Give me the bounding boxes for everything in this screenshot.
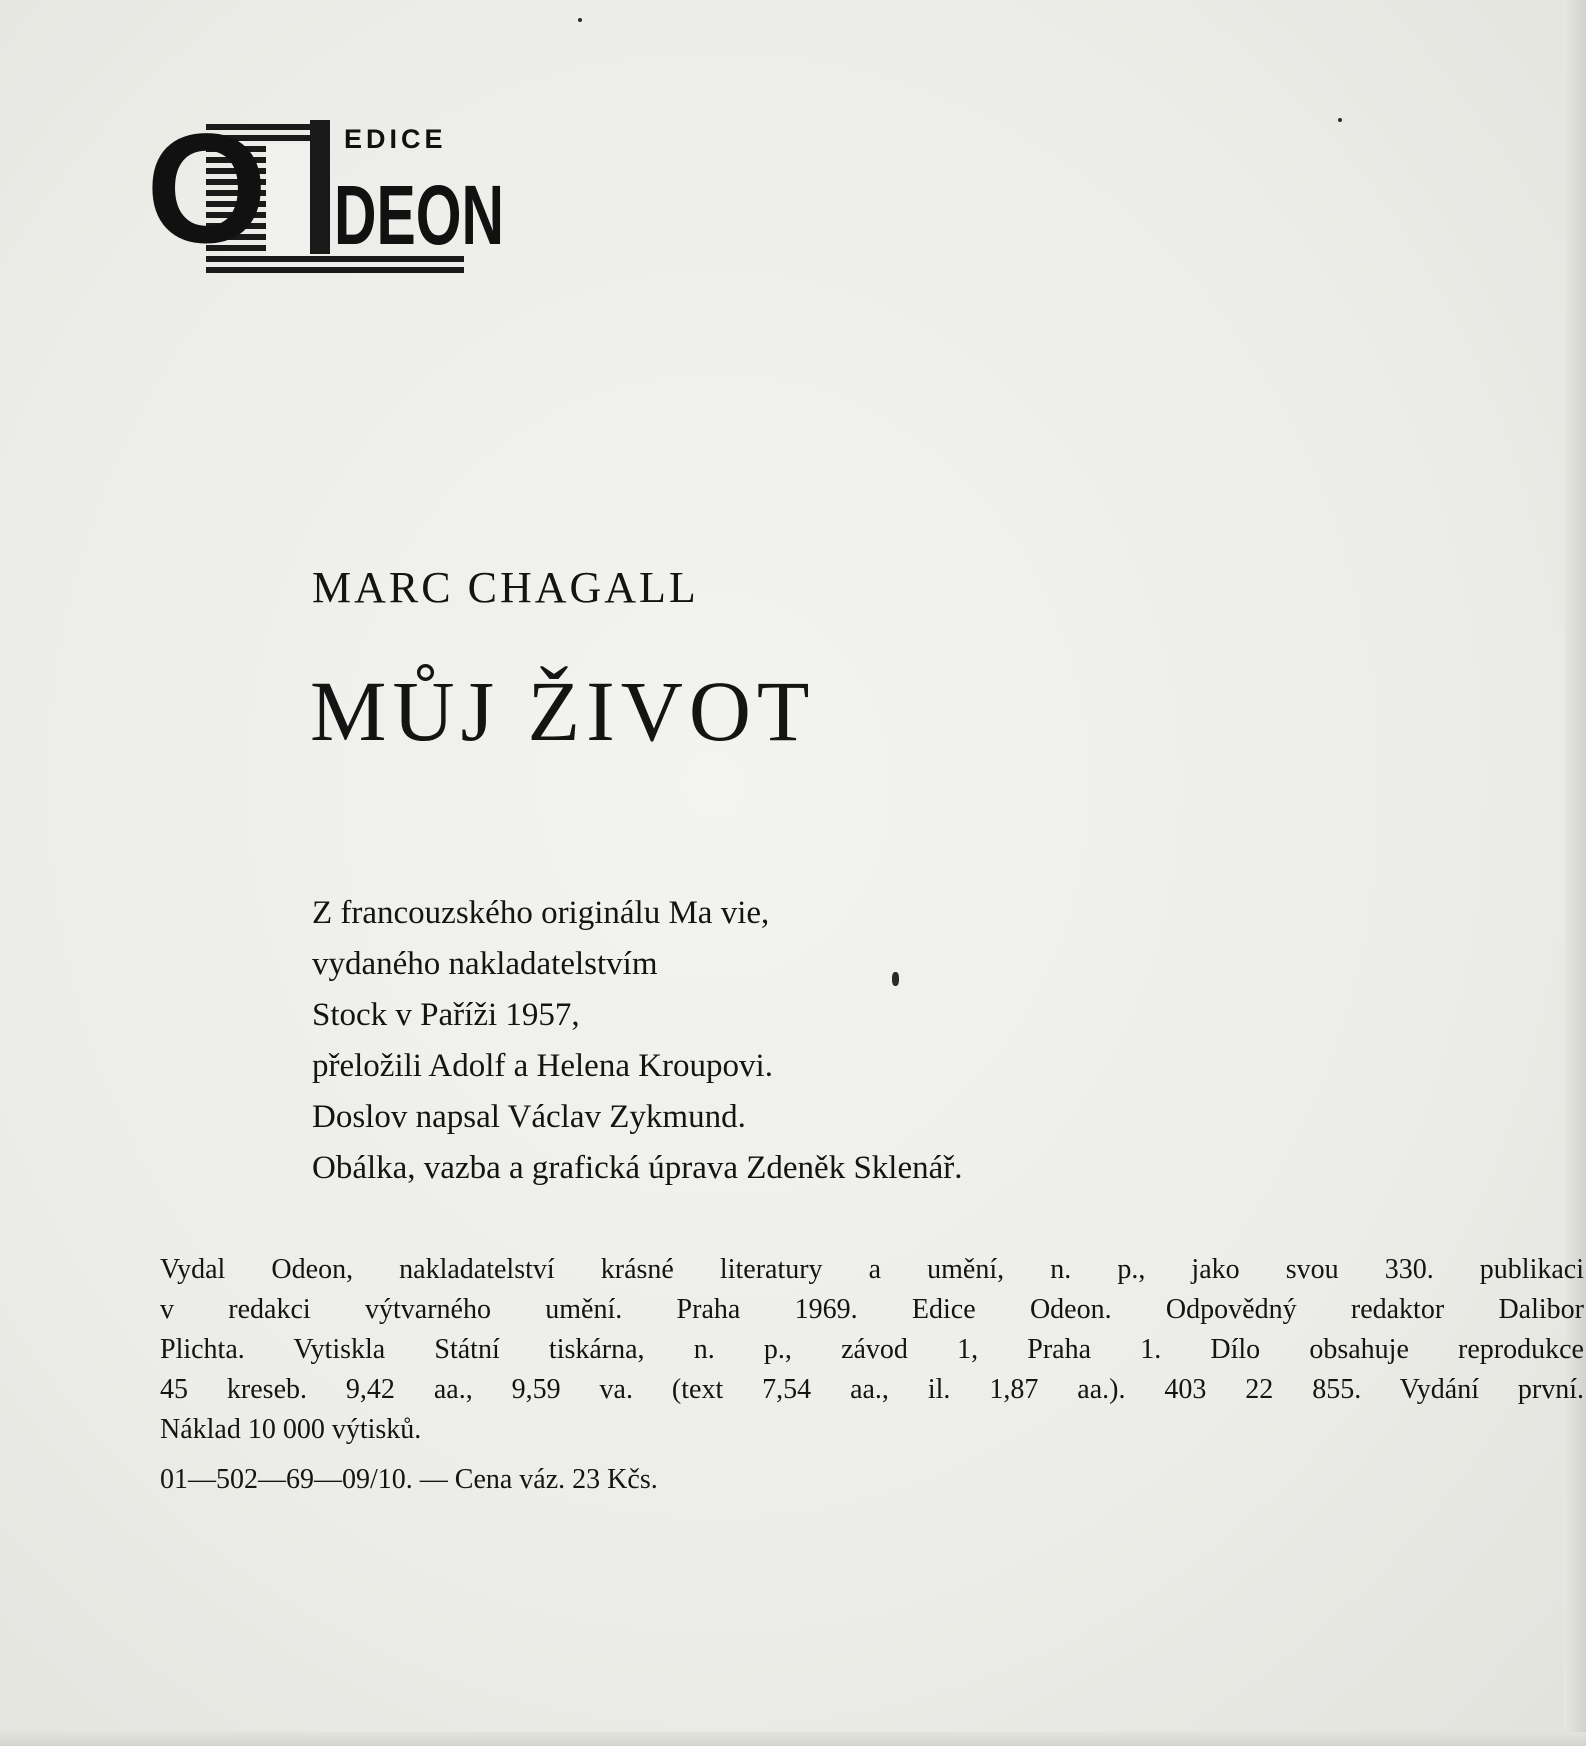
logo-frame: [310, 120, 330, 254]
book-title: MŮJ ŽIVOT: [310, 663, 816, 759]
credit-line: přeložili Adolf a Helena Kroupovi.: [312, 1048, 773, 1084]
logo-brand-name: DEON: [334, 168, 504, 262]
credit-line: Obálka, vazba a grafická úprava Zdeněk Sklenář.: [312, 1150, 963, 1186]
page-bottom-edge: [0, 1732, 1586, 1746]
translation-credits: [312, 888, 963, 1194]
imprint-line: Vydal Odeon, nakladatelství krásné literatury a umění, n. p., jako svou 330. publikaci: [160, 1254, 1584, 1285]
odeon-logo: [146, 102, 508, 280]
ink-speck: [578, 18, 582, 22]
ink-speck: [1338, 118, 1342, 122]
ink-speck: [892, 972, 899, 986]
logo-edice-label: EDICE: [344, 124, 447, 154]
credit-line: Z francouzského originálu Ma vie,: [312, 895, 770, 931]
author-name: MARC CHAGALL: [312, 563, 699, 612]
imprint-line: v redakci výtvarného umění. Praha 1969. Edice Odeon. Odpovědný redaktor Dalibor: [160, 1294, 1584, 1325]
price-line: 01—502—69—09/10. — Cena váz. 23 Kčs.: [160, 1464, 658, 1495]
imprint-line: 45 kreseb. 9,42 aa., 9,59 va. (text 7,54 aa., il. 1,87 aa.). 403 22 855. Vydání první.: [160, 1374, 1584, 1405]
credit-line: vydaného nakladatelstvím: [312, 946, 658, 982]
credit-line: Doslov napsal Václav Zykmund.: [312, 1099, 746, 1135]
logo-initial: O: [146, 102, 268, 276]
imprint-line: Náklad 10 000 výtisků.: [160, 1414, 422, 1445]
imprint-line: Plichta. Vytiskla Státní tiskárna, n. p., závod 1, Praha 1. Dílo obsahuje reprodukce: [160, 1334, 1584, 1365]
publisher-imprint: [160, 1250, 1584, 1500]
credit-line: Stock v Paříži 1957,: [312, 997, 580, 1033]
